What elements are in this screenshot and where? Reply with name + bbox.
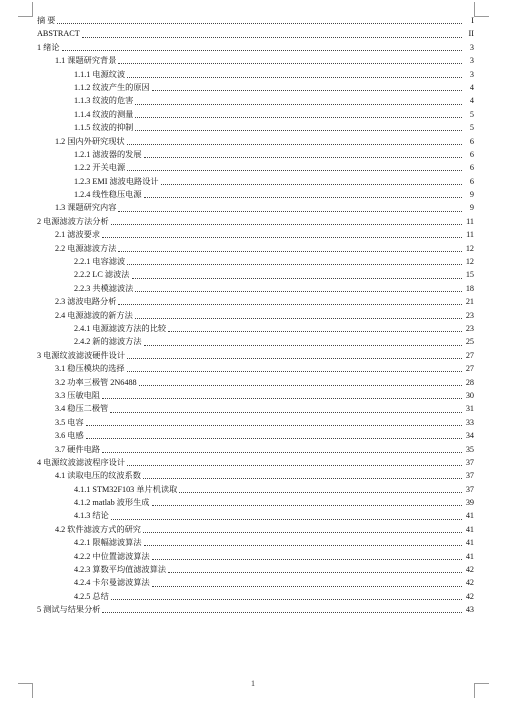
toc-entry[interactable]: [37, 335, 474, 348]
toc-entry[interactable]: [37, 362, 474, 375]
toc-entry-title: 1.1 课题研究背景: [55, 56, 117, 66]
toc-dot-leader: [102, 398, 462, 399]
toc-entry[interactable]: [37, 429, 474, 442]
toc-dot-leader: [62, 50, 462, 51]
toc-entry-page: 35: [465, 444, 474, 454]
toc-entry-page: 9: [469, 190, 474, 200]
toc-entry[interactable]: [37, 188, 474, 201]
toc-dot-leader: [135, 130, 462, 131]
toc-entry[interactable]: [37, 282, 474, 295]
toc-entry[interactable]: [37, 469, 474, 482]
toc-entry-title: 3 电源纹波滤波硬件设计: [37, 350, 126, 360]
toc-entry-title: 2.3 滤波电路分析: [55, 297, 117, 307]
toc-entry[interactable]: [37, 309, 474, 322]
toc-dot-leader: [127, 144, 462, 145]
toc-dot-leader: [127, 371, 462, 372]
toc-entry-title: 5 测试与结果分析: [37, 605, 101, 615]
toc-entry-page: 41: [465, 538, 474, 548]
toc-entry-title: 1.2 国内外研究现状: [55, 136, 125, 146]
toc-entry-page: 39: [465, 498, 474, 508]
toc-dot-leader: [118, 304, 462, 305]
toc-dot-leader: [111, 599, 462, 600]
toc-entry-page: 18: [465, 283, 474, 293]
toc-dot-leader: [135, 291, 462, 292]
toc-entry-page: 5: [469, 123, 474, 133]
toc-entry-page: 12: [465, 243, 474, 253]
toc-entry[interactable]: [37, 590, 474, 603]
toc-entry-page: 37: [465, 471, 474, 481]
toc-dot-leader: [139, 385, 462, 386]
toc-dot-leader: [152, 586, 462, 587]
toc-dot-leader: [179, 492, 462, 493]
toc-entry-title: 3.7 硬件电路: [55, 444, 101, 454]
toc-entry-page: 31: [465, 404, 474, 414]
toc-entry[interactable]: [37, 416, 474, 429]
toc-entry-title: 3.6 电感: [55, 431, 84, 441]
toc-dot-leader: [143, 478, 462, 479]
toc-entry[interactable]: [37, 509, 474, 522]
toc-entry[interactable]: [37, 603, 474, 616]
toc-dot-leader: [127, 465, 462, 466]
crop-mark-top-right: [474, 2, 489, 17]
toc-dot-leader: [102, 612, 462, 613]
toc-entry[interactable]: [37, 523, 474, 536]
toc-entry[interactable]: [37, 108, 474, 121]
toc-entry-title: ABSTRACT: [37, 29, 80, 39]
toc-entry-page: 4: [469, 82, 474, 92]
toc-entry-page: 41: [465, 551, 474, 561]
toc-entry-title: 4.2 软件滤波方式的研究: [55, 524, 141, 534]
toc-entry[interactable]: [37, 376, 474, 389]
toc-entry-page: 27: [465, 364, 474, 374]
toc-entry-title: 2.1 滤波要求: [55, 230, 101, 240]
toc-entry-page: 43: [465, 605, 474, 615]
toc-dot-leader: [111, 519, 462, 520]
toc-entry[interactable]: [37, 148, 474, 161]
toc-entry-page: 6: [469, 163, 474, 173]
toc-entry-page: 4: [469, 96, 474, 106]
toc-entry-title: 2.2.2 LC 滤波法: [74, 270, 130, 280]
toc-entry-title: 2.2 电源滤波方法: [55, 243, 117, 253]
toc-entry-title: 1.2.3 EMI 滤波电路设计: [74, 176, 159, 186]
toc-dot-leader: [102, 452, 462, 453]
toc-entry-title: 1.2.2 开关电源: [74, 163, 126, 173]
toc-dot-leader: [144, 545, 462, 546]
toc-entry-page: 6: [469, 136, 474, 146]
footer-page-number: 1: [251, 679, 255, 688]
toc-entry-page: 41: [465, 524, 474, 534]
crop-mark-top-left: [18, 2, 33, 17]
toc-entry[interactable]: [37, 201, 474, 214]
toc-dot-leader: [127, 264, 462, 265]
toc-entry[interactable]: [37, 550, 474, 563]
toc-dot-leader: [144, 345, 462, 346]
toc-dot-leader: [111, 224, 462, 225]
toc-dot-leader: [152, 90, 462, 91]
toc-entry-page: 9: [469, 203, 474, 213]
toc-entry-title: 2.4 电源滤波的新方法: [55, 310, 133, 320]
toc-dot-leader: [152, 505, 463, 506]
toc-entry-page: 33: [465, 417, 474, 427]
toc-entry-page: 3: [469, 42, 474, 52]
toc-entry[interactable]: [37, 563, 474, 576]
toc-dot-leader: [127, 170, 462, 171]
toc-entry[interactable]: [37, 389, 474, 402]
toc-dot-leader: [82, 37, 462, 38]
toc-entry-title: 1.3 课题研究内容: [55, 203, 117, 213]
toc-entry[interactable]: [37, 402, 474, 415]
toc-entry-page: 34: [465, 431, 474, 441]
toc-entry-title: 4.2.1 限幅滤波算法: [74, 538, 142, 548]
toc-entry-page: 30: [465, 390, 474, 400]
toc-entry-title: 2 电源滤波方法分析: [37, 216, 109, 226]
toc-entry[interactable]: [37, 94, 474, 107]
table-of-contents: [37, 14, 474, 617]
toc-entry-title: 1.1.3 纹波的危害: [74, 96, 134, 106]
toc-entry[interactable]: [37, 295, 474, 308]
toc-entry[interactable]: [37, 536, 474, 549]
toc-entry-title: 1.1.1 电源纹波: [74, 69, 126, 79]
toc-entry-title: 3.4 稳压二极管: [55, 404, 109, 414]
toc-entry-page: 23: [465, 323, 474, 333]
toc-entry-page: 42: [465, 591, 474, 601]
toc-dot-leader: [135, 318, 462, 319]
toc-dot-leader: [152, 559, 462, 560]
toc-entry-title: 4 电源纹波滤波程序设计: [37, 457, 126, 467]
toc-entry-title: 1.2.1 滤波器的发展: [74, 149, 142, 159]
toc-dot-leader: [127, 358, 462, 359]
toc-entry[interactable]: [37, 54, 474, 67]
toc-entry-page: 12: [465, 257, 474, 267]
toc-entry[interactable]: [37, 135, 474, 148]
toc-entry[interactable]: [37, 242, 474, 255]
toc-dot-leader: [144, 157, 462, 158]
toc-entry-page: 6: [469, 149, 474, 159]
toc-entry[interactable]: [37, 41, 474, 54]
toc-entry-page: 11: [466, 230, 474, 240]
toc-entry-page: 42: [465, 565, 474, 575]
toc-entry-page: 5: [469, 109, 474, 119]
toc-entry-page: 3: [469, 56, 474, 66]
toc-entry-title: 1 绪论: [37, 42, 60, 52]
toc-entry-title: 4.2.3 算数平均值滤波算法: [74, 565, 167, 575]
toc-entry-title: 4.2.2 中位置滤波算法: [74, 551, 150, 561]
toc-entry-page: 11: [466, 216, 474, 226]
toc-dot-leader: [86, 425, 462, 426]
toc-dot-leader: [168, 572, 462, 573]
toc-entry-page: 15: [465, 270, 474, 280]
toc-entry-title: 4.2.4 卡尔曼滤波算法: [74, 578, 150, 588]
toc-entry-page: 3: [469, 69, 474, 79]
toc-dot-leader: [132, 278, 463, 279]
toc-dot-leader: [135, 104, 462, 105]
toc-entry-title: 1.1.5 纹波的抑制: [74, 123, 134, 133]
toc-entry-title: 2.2.3 共模滤波法: [74, 283, 134, 293]
toc-entry-title: 2.2.1 电容滤波: [74, 257, 126, 267]
toc-entry[interactable]: [37, 443, 474, 456]
toc-entry-title: 3.5 电容: [55, 417, 84, 427]
toc-dot-leader: [118, 251, 462, 252]
toc-entry-title: 4.1.3 结论: [74, 511, 109, 521]
toc-entry-title: 2.4.2 新的滤波方法: [74, 337, 142, 347]
toc-entry[interactable]: [37, 322, 474, 335]
toc-dot-leader: [143, 532, 462, 533]
toc-entry-page: 41: [465, 511, 474, 521]
toc-entry[interactable]: [37, 175, 474, 188]
toc-entry[interactable]: [37, 215, 474, 228]
toc-entry-title: 4.2.5 总结: [74, 591, 109, 601]
toc-entry-page: 37: [465, 457, 474, 467]
toc-dot-leader: [118, 211, 462, 212]
toc-entry[interactable]: [37, 496, 474, 509]
toc-entry-title: 3.3 压敏电阻: [55, 390, 101, 400]
toc-entry[interactable]: [37, 268, 474, 281]
toc-entry-page: 6: [469, 176, 474, 186]
toc-entry-page: II: [468, 29, 474, 39]
toc-dot-leader: [168, 331, 462, 332]
toc-dot-leader: [144, 197, 462, 198]
toc-entry-title: 1.1.2 纹波产生的原因: [74, 82, 150, 92]
toc-entry-title: 4.1.2 matlab 波形生成: [74, 498, 150, 508]
toc-entry-page: 27: [465, 350, 474, 360]
toc-entry-title: 4.1 读取电压的纹波系数: [55, 471, 141, 481]
toc-dot-leader: [86, 438, 462, 439]
toc-entry[interactable]: [37, 349, 474, 362]
toc-entry-title: 摘 要: [37, 16, 56, 25]
toc-entry[interactable]: [37, 576, 474, 589]
toc-entry-page: 23: [465, 310, 474, 320]
toc-entry-page: 28: [465, 377, 474, 387]
toc-entry-page: 25: [465, 337, 474, 347]
toc-entry[interactable]: [37, 255, 474, 268]
toc-entry-title: 3.2 功率三极管 2N6488: [55, 377, 137, 387]
toc-entry[interactable]: [37, 456, 474, 469]
toc-dot-leader: [127, 77, 462, 78]
toc-dot-leader: [102, 237, 462, 238]
toc-entry[interactable]: [37, 27, 474, 40]
toc-dot-leader: [161, 184, 462, 185]
toc-entry-title: 3.1 稳压模块的选择: [55, 364, 125, 374]
toc-entry-page: 42: [465, 578, 474, 588]
toc-entry-title: 4.1.1 STM32F103 单片机读取: [74, 484, 178, 494]
toc-entry[interactable]: [37, 68, 474, 81]
toc-dot-leader: [110, 412, 462, 413]
toc-entry[interactable]: [37, 14, 474, 27]
toc-entry[interactable]: [37, 81, 474, 94]
toc-entry-title: 1.1.4 纹波的测量: [74, 109, 134, 119]
toc-entry-page: 37: [465, 484, 474, 494]
toc-entry[interactable]: [37, 483, 474, 496]
toc-entry[interactable]: [37, 228, 474, 241]
toc-dot-leader: [57, 23, 462, 24]
toc-entry[interactable]: [37, 121, 474, 134]
toc-entry-title: 1.2.4 线性稳压电源: [74, 190, 142, 200]
toc-entry-page: I: [471, 16, 474, 25]
toc-dot-leader: [118, 63, 462, 64]
toc-entry[interactable]: [37, 161, 474, 174]
toc-entry-page: 21: [465, 297, 474, 307]
toc-dot-leader: [135, 117, 462, 118]
toc-entry-title: 2.4.1 电源滤波方法的比较: [74, 323, 167, 333]
